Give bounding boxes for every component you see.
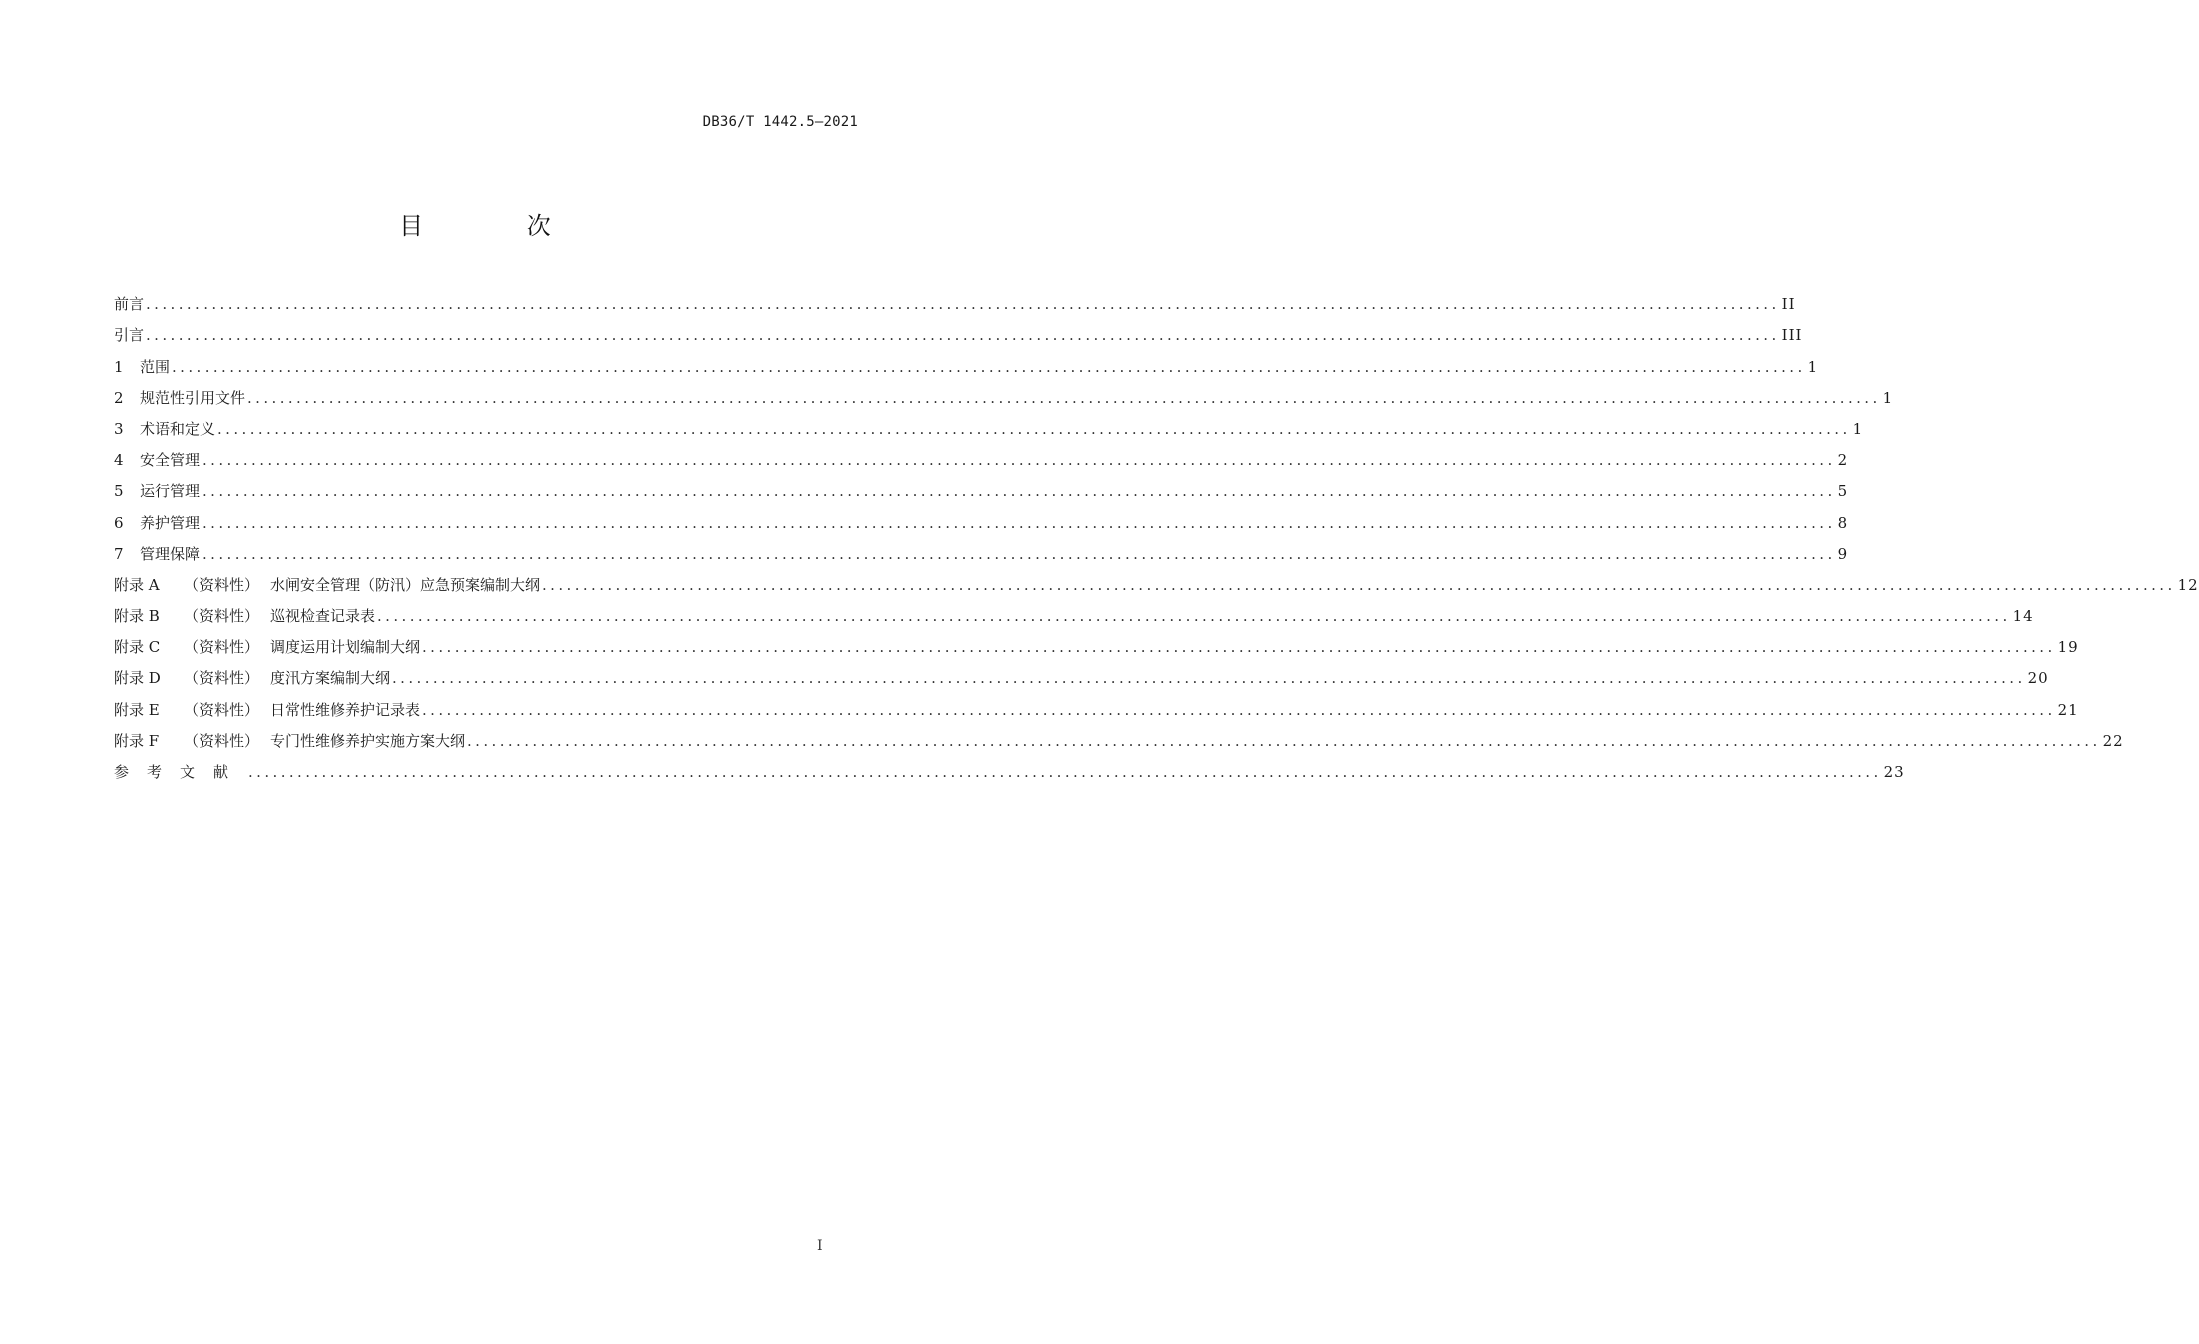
toc-page-number: 22 xyxy=(2102,731,2124,750)
appendix-type: （资料性） xyxy=(184,607,260,626)
appendix-type: （资料性） xyxy=(184,575,260,594)
toc-entry[interactable] xyxy=(114,316,1803,347)
toc-entry[interactable] xyxy=(114,410,1864,441)
toc-page-number: II xyxy=(1781,295,1796,314)
dot-leader: ........................................................................................................................................................................................................ xyxy=(422,638,2056,657)
toc-entry-label xyxy=(114,635,420,659)
appendix-tag: 附录 B xyxy=(114,607,160,626)
appendix-tag: 附录 F xyxy=(114,731,160,750)
toc-entry-label xyxy=(114,386,245,410)
section-title: 安全管理 xyxy=(140,451,201,470)
toc-entry-label xyxy=(114,511,200,535)
toc-entry-label xyxy=(114,542,200,566)
toc-entry-label xyxy=(114,604,375,628)
section-title: 养护管理 xyxy=(140,513,201,532)
section-title: 范围 xyxy=(140,357,171,376)
dot-leader: ........................................................................................................................................................................................................ xyxy=(202,482,1836,501)
dot-leader: ........................................................................................................................................................................................................ xyxy=(146,295,1780,314)
toc-entry[interactable] xyxy=(114,347,1819,378)
dot-leader: ........................................................................................................................................................................................................ xyxy=(248,763,1882,781)
section-number: 4 xyxy=(114,451,124,470)
toc-entry[interactable] xyxy=(114,566,2199,597)
toc-entry-label xyxy=(114,479,200,503)
dot-leader: ........................................................................................................................................................................................................ xyxy=(422,700,2056,719)
toc-entry-label xyxy=(114,573,540,597)
section-title: 前言 xyxy=(114,295,145,314)
toc-entry-label xyxy=(114,448,200,472)
appendix-type: （资料性） xyxy=(184,669,260,688)
toc-entry-label xyxy=(114,760,246,784)
toc-page-number: 19 xyxy=(2057,638,2079,657)
section-number: 2 xyxy=(114,388,124,407)
toc-entry-label xyxy=(114,698,420,722)
section-number: 1 xyxy=(114,357,124,376)
dot-leader: ........................................................................................................................................................................................................ xyxy=(202,513,1836,532)
appendix-type: （资料性） xyxy=(184,731,260,750)
section-number: 3 xyxy=(114,419,124,438)
section-title: 调度运用计划编制大纲 xyxy=(270,638,421,657)
section-title: 引言 xyxy=(114,326,145,345)
page-title: 目 次 xyxy=(399,212,599,240)
toc-entry[interactable] xyxy=(114,379,1894,410)
toc-entry-label xyxy=(114,355,170,379)
section-title: 参考文献 xyxy=(114,763,247,781)
section-title: 专门性维修养护实施方案大纲 xyxy=(270,731,466,750)
toc-page-number: 21 xyxy=(2057,700,2079,719)
section-number: 5 xyxy=(114,482,124,501)
toc-page-number: 9 xyxy=(1837,544,1849,563)
toc-entry[interactable] xyxy=(114,753,1905,784)
dot-leader: ........................................................................................................................................................................................................ xyxy=(542,575,2176,594)
toc-entry-label xyxy=(114,323,144,347)
toc-page-number: 1 xyxy=(1807,357,1819,376)
appendix-type: （资料性） xyxy=(184,700,260,719)
toc-page-number: 20 xyxy=(2027,669,2049,688)
toc-entry[interactable] xyxy=(114,597,2034,628)
appendix-tag: 附录 E xyxy=(114,700,160,719)
toc-page-number: 1 xyxy=(1852,419,1864,438)
dot-leader: ........................................................................................................................................................................................................ xyxy=(377,607,2011,626)
toc-entry-label xyxy=(114,729,465,753)
toc-entry-label xyxy=(114,666,390,690)
toc-page-number: 12 xyxy=(2177,575,2199,594)
toc-page-number: 8 xyxy=(1837,513,1849,532)
section-number: 6 xyxy=(114,513,124,532)
section-title: 日常性维修养护记录表 xyxy=(270,700,421,719)
section-title: 规范性引用文件 xyxy=(140,388,246,407)
toc-entry[interactable] xyxy=(114,285,1796,316)
table-of-contents xyxy=(114,285,2199,784)
toc-page-number: 5 xyxy=(1837,482,1849,501)
toc-entry[interactable] xyxy=(114,472,1849,503)
toc-entry[interactable] xyxy=(114,659,2049,690)
appendix-tag: 附录 D xyxy=(114,669,161,688)
dot-leader: ........................................................................................................................................................................................................ xyxy=(467,731,2101,750)
toc-entry[interactable] xyxy=(114,628,2079,659)
toc-page-number: 2 xyxy=(1837,451,1849,470)
toc-entry-label xyxy=(114,417,215,441)
section-title: 术语和定义 xyxy=(140,419,216,438)
toc-page-number: 23 xyxy=(1883,763,1905,781)
section-title: 巡视检查记录表 xyxy=(270,607,376,626)
dot-leader: ........................................................................................................................................................................................................ xyxy=(202,544,1836,563)
section-title: 水闸安全管理（防汛）应急预案编制大纲 xyxy=(270,575,541,594)
dot-leader: ........................................................................................................................................................................................................ xyxy=(202,451,1836,470)
dot-leader: ........................................................................................................................................................................................................ xyxy=(392,669,2026,688)
toc-entry-label xyxy=(114,292,144,316)
toc-entry[interactable] xyxy=(114,722,2124,753)
dot-leader: ........................................................................................................................................................................................................ xyxy=(247,388,1881,407)
dot-leader: ........................................................................................................................................................................................................ xyxy=(217,419,1851,438)
appendix-type: （资料性） xyxy=(184,638,260,657)
dot-leader: ........................................................................................................................................................................................................ xyxy=(146,326,1780,345)
section-title: 运行管理 xyxy=(140,482,201,501)
section-title: 管理保障 xyxy=(140,544,201,563)
dot-leader: ........................................................................................................................................................................................................ xyxy=(172,357,1806,376)
toc-page-number: 14 xyxy=(2012,607,2034,626)
toc-entry[interactable] xyxy=(114,535,1849,566)
appendix-tag: 附录 C xyxy=(114,638,161,657)
toc-entry[interactable] xyxy=(114,441,1849,472)
toc-entry[interactable] xyxy=(114,690,2079,721)
appendix-tag: 附录 A xyxy=(114,575,160,594)
section-title: 度汛方案编制大纲 xyxy=(270,669,391,688)
document-code: DB36/T 1442.5—2021 xyxy=(702,114,858,130)
toc-page-number: 1 xyxy=(1882,388,1894,407)
section-number: 7 xyxy=(114,544,124,563)
toc-entry[interactable] xyxy=(114,503,1849,534)
toc-page-number: III xyxy=(1781,326,1803,345)
page-number: I xyxy=(817,1238,823,1254)
